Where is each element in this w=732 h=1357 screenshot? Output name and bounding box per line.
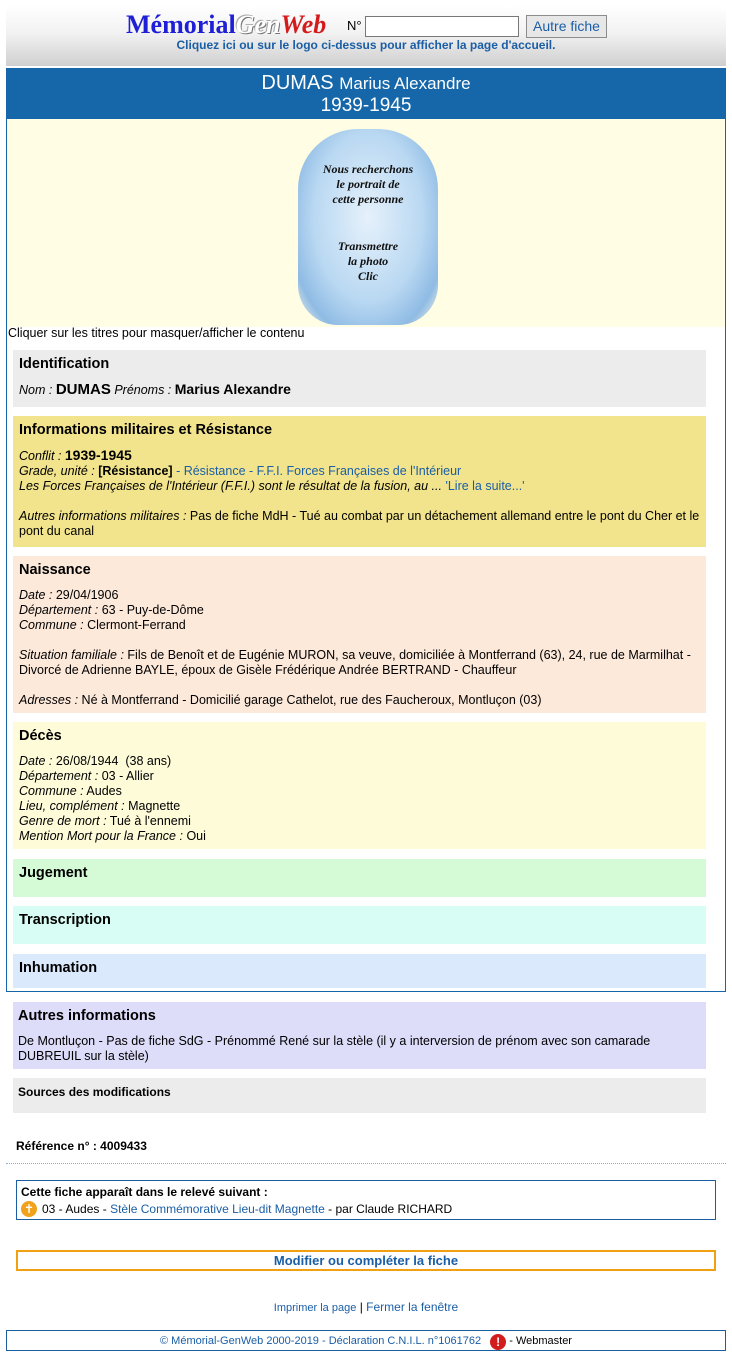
page-title (7, 69, 725, 119)
reference-number (16, 1139, 147, 1153)
label: Département : (19, 603, 99, 617)
section-title-inhumation[interactable]: Inhumation (19, 960, 98, 976)
section-militaire (13, 416, 706, 547)
section-identification (13, 350, 706, 407)
unite-link[interactable]: - Résistance - F.F.I. Forces Françaises de l'Intérieur (176, 464, 462, 478)
releve-dept: 03 - Audes - (42, 1202, 107, 1216)
label: Date : (19, 754, 53, 768)
site-logo[interactable] (126, 10, 326, 40)
label: Nom : (19, 383, 53, 397)
logo-text-web[interactable]: Web (280, 10, 327, 39)
reference-value: 4009433 (100, 1139, 147, 1153)
label: Adresses : (19, 693, 79, 707)
situation-familiale: Fils de Benoît et de Eugénie MURON, sa veuve, domiciliée à Montferrand (63), 24, rue de Marmilhat - Divorcé de Adrienne BAYLE, époux de Gisèle Frédérique Andrée BERTRAND - Chauffeur (19, 648, 691, 677)
photo-text: Nous recherchons (322, 162, 414, 176)
webmaster-link[interactable]: - Webmaster (509, 1335, 572, 1347)
deces-genre: Tué à l'ennemi (109, 814, 191, 828)
conflit-value: 1939-1945 (64, 447, 132, 463)
label: Conflit : (19, 449, 62, 463)
releve-author: - par Claude RICHARD (328, 1202, 453, 1216)
releve-link[interactable]: Stèle Commémorative Lieu-dit Magnette (110, 1202, 325, 1216)
naissance-dept: 63 - Puy-de-Dôme (101, 603, 204, 617)
number-label: N° (347, 18, 362, 33)
photo-area (7, 119, 725, 327)
label: Autres informations militaires : (19, 509, 187, 523)
photo-text: Clic (358, 269, 378, 283)
section-title-jugement[interactable]: Jugement (19, 865, 88, 881)
bottom-links (0, 1300, 732, 1314)
section-title-deces[interactable]: Décès (19, 728, 62, 744)
photo-text: le portrait de (336, 177, 400, 191)
section-inhumation (13, 954, 706, 988)
releve-box (16, 1180, 716, 1220)
reference-label: Référence n° : (16, 1139, 97, 1153)
autres-militaires-value: Pas de fiche MdH - Tué au combat par un détachement allemand entre le pont du Cher et le pont du canal (19, 509, 700, 538)
label: Lieu, complément : (19, 799, 125, 813)
cross-icon: ✝ (21, 1201, 37, 1217)
label: Prénoms : (114, 383, 172, 397)
lire-suite-link[interactable]: 'Lire la suite...' (445, 479, 525, 493)
section-title-identification[interactable]: Identification (19, 356, 110, 372)
toggle-hint: Cliquer sur les titres pour masquer/afficher le contenu (8, 326, 305, 340)
section-title-naissance[interactable]: Naissance (19, 562, 91, 578)
section-autres-informations (13, 1002, 706, 1069)
section-jugement (13, 859, 706, 897)
section-deces (13, 722, 706, 849)
title-conflit: 1939-1945 (320, 95, 412, 116)
releve-heading: Cette fiche apparaît dans le relevé suivant : (21, 1185, 268, 1199)
logo-text-memorial[interactable]: Mémorial (126, 10, 236, 39)
top-header (6, 6, 726, 66)
prenoms-value: Marius Alexandre (174, 381, 291, 397)
section-transcription (13, 906, 706, 944)
naissance-commune: Clermont-Ferrand (87, 618, 186, 632)
section-naissance (13, 556, 706, 713)
label: Commune : (19, 784, 84, 798)
logo-text-gen[interactable]: Gen (235, 10, 281, 39)
deces-mention: Oui (186, 829, 206, 843)
grade-value: [Résistance] (98, 464, 173, 478)
print-link[interactable]: Imprimer la page (273, 1302, 357, 1314)
photo-text: la photo (347, 254, 389, 268)
naissance-date: 29/04/1906 (55, 588, 119, 602)
label: Date : (19, 588, 53, 602)
title-nom: DUMAS (261, 72, 334, 94)
label: Commune : (19, 618, 84, 632)
label: Genre de mort : (19, 814, 107, 828)
label: Mention Mort pour la France : (19, 829, 183, 843)
footer-copyright-link[interactable]: © Mémorial-GenWeb 2000-2019 - Déclaration C.N.I.L. n°1061762 (160, 1335, 482, 1347)
section-sources (13, 1078, 706, 1113)
deces-lieu: Magnette (128, 799, 181, 813)
alert-icon[interactable]: ! (490, 1334, 506, 1350)
label: Département : (19, 769, 99, 783)
autres-informations-text: De Montluçon - Pas de fiche SdG - Prénommé René sur la stèle (il y a interversion de prénom avec son camarade DUBREUIL sur la stèle) (18, 1034, 651, 1063)
modifier-fiche-button[interactable]: Modifier ou compléter la fiche (16, 1250, 716, 1271)
title-prenoms: Marius Alexandre (339, 74, 471, 93)
photo-text: Transmettre (337, 239, 399, 253)
footer (6, 1330, 726, 1351)
nom-value: DUMAS (55, 381, 111, 398)
portrait-placeholder[interactable] (298, 129, 438, 325)
section-title-autres[interactable]: Autres informations (18, 1008, 156, 1024)
deces-commune: Audes (86, 784, 122, 798)
label: Situation familiale : (19, 648, 124, 662)
label: Grade, unité : (19, 464, 95, 478)
section-title-transcription[interactable]: Transcription (19, 912, 111, 928)
deces-date: 26/08/1944 (38 ans) (55, 754, 172, 768)
fiche-number-input[interactable] (365, 16, 519, 37)
fiche-panel (6, 68, 726, 992)
separator: | (359, 1300, 363, 1314)
adresses-value: Né à Montferrand - Domicilié garage Cathelot, rue des Faucheroux, Montluçon (03) (81, 693, 542, 707)
unite-description: Les Forces Françaises de l'Intérieur (F.F.I.) sont le résultat de la fusion, au ... (19, 479, 442, 493)
autre-fiche-button[interactable]: Autre fiche (526, 15, 607, 38)
home-link[interactable]: Cliquez ici ou sur le logo ci-dessus pour afficher la page d'accueil. (176, 38, 556, 52)
section-title-militaire[interactable]: Informations militaires et Résistance (19, 422, 273, 438)
deces-dept: 03 - Allier (101, 769, 154, 783)
section-title-sources[interactable]: Sources des modifications (18, 1085, 171, 1099)
photo-text: cette personne (332, 192, 404, 206)
divider (6, 1163, 726, 1164)
close-window-link[interactable]: Fermer la fenêtre (366, 1300, 459, 1314)
